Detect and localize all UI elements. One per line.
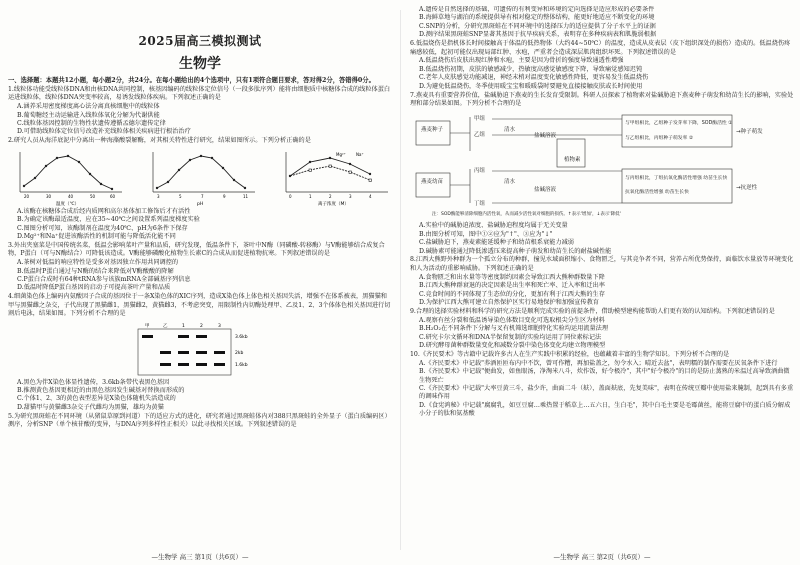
question-3-option-d: D.低温时降低P蛋白基因的启动子可提高茶叶产量和品质: [17, 284, 171, 292]
flow-output-2: 与丙组相比，丁组抗氧化酶活性增强 幼苗生长快: [625, 175, 728, 181]
question-5-option-a: A.遗传是自然选择的基础，可遗传的有利变异和环境的定向选择是适应形成的必要条件: [419, 6, 655, 13]
question-6-option-b: B.低温烧伤初期，皮肤的敏感减少，热敏度高感觉敏感度下降，导致痛觉感知迟钝: [419, 65, 643, 73]
gel-figure-wrap: [8, 321, 392, 377]
question-10: [410, 351, 794, 419]
question-5: [8, 413, 392, 430]
flow-treat-salt-2: 盐碱溶液: [534, 186, 557, 193]
question-6-option-c: C.老年人皮肤感觉功能减退，神经末梢对温度变化敏感性降低，更容易发生低温烧伤: [419, 74, 649, 82]
question-1-option-a: A.涵养采用密度梯度离心法分离真核细胞中的线粒体: [17, 103, 160, 111]
gel-label-2: 2: [200, 323, 203, 329]
question-8: [410, 256, 794, 307]
question-9-option-a: A.观察有丝分裂和低温诱导染色体数目变化可选取根尖分生区为材料: [419, 316, 605, 324]
chart1-tick-4: 40: [68, 193, 74, 199]
question-2-option-d: D.Mg²⁺和Na⁺促进该酶活性的机制可能与降低活化能不同: [17, 232, 176, 240]
gel-label-1: 1: [182, 323, 185, 329]
chart1-tick-0: 20: [24, 193, 30, 199]
chart2-xlabel: pH: [197, 201, 204, 206]
chart2-tick-8: 11: [243, 193, 249, 199]
oat-experiment-flowchart: [412, 111, 792, 219]
question-5-option-c: C.SNP的分析，分研究黑斑蛙在不同环境中的选择压力的适应提供了分子水平上的证据: [419, 22, 656, 30]
question-8-option-c: C.竞食时间的不同体现了生态位的分化，更加有利于江西大熊的生存: [419, 290, 605, 298]
exam-title: 2025届高三模拟测试: [138, 34, 262, 48]
question-10-stem: 10.《齐民要术》等古籍中记载许多古人在生产实践中积累的经验，也蕴藏着丰富的生物学知识。下列分析不合理的是: [410, 350, 730, 358]
question-3-option-c: C.P蛋白合成时有64种tRNA参与该族mRNA全部碱基序列信息: [17, 276, 191, 283]
question-5-stem: 5.为研究黑斑蛙在不同环境（从猪鼠草原到河道）下的适应方式的进化，研究者通过黑斑蛙体内对388只黑斑蛙的全外显子（蛋白质编码区）测序，分析SNP（单个核苷酸的变异，与DNA序列多样性正相关）以此寻找相关区域。下列叙述错误的是: [8, 412, 391, 429]
gel-label-jia: 甲: [145, 323, 150, 329]
question-4-option-c: C.个体1、2、3的黄色表型差异是X染色体随机失活造成的: [17, 395, 176, 403]
section-heading: 一、选择题：本题共12小题，每小题2分，共24分。在每小题给出的4个选项中，只有1项符合题目要求，答对得2分，答错得0分。: [8, 77, 375, 84]
question-9-stem: 9.合理的选择实验材料和科学的研究方法是顺利完成实验的前提条件，借助模型建构能帮助人们更有效的认知结构。下列叙述错误的是: [410, 307, 775, 315]
flow-treat-water: 清水: [504, 126, 516, 133]
question-6-stem: 6.低温烧伤是指机体长时间接触高于体温的低热物体（大约44~50℃）的温度，造成从皮表层（皮下组织深处的损伤）造成的。低温烧伤疼痛感较低，起初可能仅出现局部红肿、水疱，严重者会造成深层肌肉组织坏死。下列叙述错误的是: [410, 40, 791, 56]
flow-group-d: 丁组: [474, 200, 486, 207]
gel-label-3: 3: [218, 323, 221, 329]
chart1-xlabel: 温度（℃）: [56, 201, 80, 206]
chart1-tick-8: 60: [110, 193, 116, 199]
question-3-option-a: A.茶树对低温的响应特性是受多对基因独立作用共同调控的: [17, 259, 179, 267]
question-10-option-c: C.《齐民要术》中记载"大率豆黄三斗，盐少许，曲面二斗（麸），盖面麸底，先复美味"，表明在传统豆瓣中使用盐来腌制，起到具有多重的调味作用: [419, 385, 794, 401]
question-7-option-c: C.盐碱胁迫下，燕麦素能延缓种子和幼苗根系衰能力减弱: [419, 239, 574, 247]
flow-treat-salt-1: 盐碱溶液: [534, 132, 557, 139]
question-10-option-a: A.《齐民要术》中记载"荞酒匝匝布内中不饮，曾可作糟，再加盐盖之，勿令水入；晴近去盆"，表明糯的制作需要在厌氧条件下进行: [419, 359, 778, 367]
temperature-activity-chart: [8, 148, 126, 206]
flow-treat-plant: 植物素: [564, 156, 581, 163]
question-7-option-d: D.碱胁素可能通过降低渗透压来提高种子萌发和幼苗生长的耐盐碱性能: [419, 247, 612, 255]
question-2-option-a: A.该酶在核糖体合成后经内质网和高尔基体加工修饰后才有活性: [17, 207, 191, 215]
question-8-stem: 8.江西大熊野外种群为一个孤立分布的种群，撞见水域面积缩小、食物匮乏，与其竞争者不同，营养占所优势保持，面临饮水量放等环境变化和人为活动的重影响威胁。下列叙述正确的是: [410, 256, 794, 272]
chart3-tick-4: 4: [369, 193, 372, 199]
question-1-option-b: B.葡萄糖经主动运输进入线粒体氧化分解为代谢供能: [17, 111, 160, 119]
right-column: [410, 6, 794, 551]
question-1-option-d: D.可借助线粒体定位信号改造补充线粒体相关疾病进行根治治疗: [17, 128, 191, 136]
flow-treat-water-2: 清水: [504, 178, 516, 185]
flow-note: 注：SOD酶能够清除细胞内活性氧，从而减少活性氧对细胞的损伤。↑表示'增加'，↓表示'降低': [432, 211, 621, 217]
electrophoresis-gel: [135, 321, 265, 377]
gel-label-yi: 乙: [163, 323, 168, 329]
question-8-option-b: B.江西大熊种群衰退的决定因素是出生率和死亡率、迁入率和迁出率: [419, 282, 605, 290]
question-10-option-d: D.《食宪鸿秘》中记载"腐腐乳，如豆豆腐…乘热置于稻草上…五六日，生白毛"，其中白毛主要是毛霉菌丝，能将豆腐中的蛋白质分解成小分子的肽和氨基酸: [419, 401, 791, 418]
chart2-tick-6: 9: [223, 193, 226, 199]
chart3-legend-mg: Mg²⁺: [336, 151, 346, 157]
question-6-option-a: A.低温烧伤后皮肤出现红肿和水疱，主要是因为骨折的强度导致通透性增强: [419, 57, 624, 65]
question-2-figures: [8, 148, 392, 206]
question-10-option-b: B.《齐民要术》中记载"便曲发，如鱼眼汤，净淘米八斗，炊作饭，好令极冷"，其中"好令极冷"的目的是防止蒸熟的米温过高导致酒曲微生物死亡: [419, 368, 790, 384]
chart2-tick-4: 7: [201, 193, 204, 199]
left-column: [8, 6, 392, 551]
question-7-option-a: A.实验中的碱胁迫浓度、盐碱胁迫程度均属于无关变量: [419, 222, 568, 230]
question-9-option-b: B.H₂O₂在不同条件下分解与叉有机筛选细胞特化实验均运用流量法理: [419, 325, 609, 333]
chart3-xlabel: 离子浓度（M）: [318, 201, 349, 206]
question-1-option-c: C.线粒体基因控制的生物性状遗传遵循孟德尔遗传定律: [17, 120, 166, 128]
flow-source-seed: 燕麦种子: [421, 126, 444, 133]
flow-group-c: 丙组: [474, 167, 486, 174]
flow-group-b: 乙组: [474, 131, 486, 138]
question-9-option-d: D.研究酵母菌种群数量变化和减数分裂中染色体变化均建立物理模型: [419, 341, 606, 349]
question-7: [410, 92, 794, 256]
question-7-option-b: B.由图分析可知，图中①②应为"↑"、③应为"↓": [419, 230, 553, 238]
chart1-tick-6: 50: [90, 193, 96, 199]
question-3: [8, 242, 392, 293]
question-7-stem: 7.燕麦具有重要营养价值，盐碱胁迫下燕麦的生长发育受限制。科研人员探索了植物素对盐碱胁迫下燕麦种子萌发和幼苗生长的影响，实验处理和部分结果如图。下列分析不合理的是: [410, 91, 794, 107]
flow-result-germination: →种子萌发: [736, 128, 763, 135]
chart3-tick-1: 1: [309, 193, 312, 199]
flow-output-1b: 与乙组相比，丙组种子萌发率 ②: [625, 135, 694, 141]
gel-size-16: 1.6kb: [235, 362, 248, 368]
question-1-stem: 1.线粒体功能受线粒体DNA和由核DNA共同控制，核基因编码的线粒体定位信号（一段多肽序列）能将由细胞质中核糖体合成的线粒体蛋白运进线粒体，线粒体DNA突变率较高，易诱发线粒体疾病。下列叙述正确的是: [8, 85, 391, 102]
question-4-stem: 4.细菌染色体上编码内氨酸因子合成的基因位于一条X染色体的XIC序列，造成X染色体上体色相关基因失活，增强不在体系被表，黑猫猫和甲与黑猫雌之杂交，子代出现了黑猫雌1，黑猫雌2，黄猫雌3，不考虑突变，用限制性内切酶处理甲、乙及1、2、3个体体色相关基因进行切割后电泳，结果如图。下列分析不合理的是: [8, 293, 391, 318]
chart3-tick-0: 0: [289, 193, 292, 199]
chart3-tick-2: 2: [329, 193, 332, 199]
gel-size-36: 3.6kb: [235, 334, 248, 340]
question-4-option-a: A.黑色为伴X染色体显性遗传，3.6kb条带代表黑色基因: [17, 378, 170, 386]
question-4: [8, 293, 392, 412]
flow-output-2b: 抗氧化酶活性增强 幼苗生长快: [625, 189, 689, 195]
question-5-option-d: D.测序结果黑斑蛙SNP显著其基因于抗旱疾病关系，表明存在多种疾病表和肌脆弱根据: [419, 31, 657, 39]
question-2: [8, 137, 392, 241]
page-divider: [400, 10, 401, 550]
ph-activity-chart: [141, 148, 259, 206]
footer-page-2: —生物学 高三 第2页（共6页）—: [553, 553, 651, 561]
flow-source-seedling: 燕麦幼苗: [421, 178, 444, 185]
flow-output-1: 与甲组相比，乙组种子发芽率下降，SOD酶活性 ①: [625, 120, 733, 126]
question-8-option-d: D.为保护江西大熊可建立自然保护区实行易地保护和加强宣传教育: [419, 298, 599, 306]
flow-group-a: 甲组: [474, 115, 486, 122]
question-6: [410, 40, 794, 91]
ion-concentration-chart: [274, 148, 392, 206]
subject-title: 生物学: [179, 56, 221, 72]
flow-result-resistance: →抗逆性: [736, 184, 758, 191]
question-9-option-c: C.研究卡尔文循环和DNA半保留复制的实验均运用了同位素标记法: [419, 333, 602, 341]
question-9: [410, 308, 794, 351]
question-8-option-a: A.食物匮乏和出水量等等密度制约因素会导致江西大熊种群数量下降: [419, 273, 605, 281]
question-1: [8, 86, 392, 137]
footer-page-1: —生物学 高三 第1页（共6页）—: [151, 553, 249, 561]
chart2-tick-2: 5: [179, 193, 182, 199]
chart3-legend-na: Na⁺: [356, 151, 364, 157]
question-3-stem: 3.外出夹塞菜是中国传统名菜，低温会影响菜叶产量和品质，研究发现，低温条件下，茶叶中N酶（同磷酸-转移酶）与V酶能够结合成复合物，P蛋白（可与N酶结合）可降低该造成。V酶能够磷酸化植物生长素C的合成从而促进植物抗寒。下列叙述错误的是: [8, 241, 385, 258]
chart1-tick-2: 30: [46, 193, 52, 199]
question-6-option-d: D.为避免低温烧伤，冬季使用暖宝宝和暖暖袋时要避免直接接触皮肤或长时间使用: [419, 82, 643, 90]
question-2-option-b: B.为确定该酶最适温度，应在35~40℃之间设置系列温度梯度实验: [17, 216, 200, 224]
question-4-option-d: D.甜猫甲与黄猫雌3杂交子代雌均为黑猫，雄均为黄猫: [17, 403, 164, 411]
gel-size-2: 2kb: [235, 350, 244, 356]
question-2-stem: 2.研究人员从海洋底泥中分离出一种海藻酸裂解酶，对其相关特性进行研究，结果如图所示。下列分析正确的是: [8, 137, 311, 145]
question-4-option-b: B.推测黄色基因更相近的由黑色基因发生碱基对替换而形成的: [17, 386, 185, 394]
question-5-option-b: B.海鲜草地与湖泊的系统提供导有相对稳定的整体结构，能更好地适应不断变化的环境: [419, 14, 655, 22]
chart2-tick-0: 3: [157, 193, 160, 199]
chart3-tick-3: 3: [349, 193, 352, 199]
question-3-option-b: B.低温时P蛋白通过与N酶的结合来降低对V酶酸酸的降解: [17, 267, 174, 275]
question-2-option-c: C.图图分析可知，该酶制剂在温度为40℃、pH为6条件下保存: [17, 224, 188, 232]
